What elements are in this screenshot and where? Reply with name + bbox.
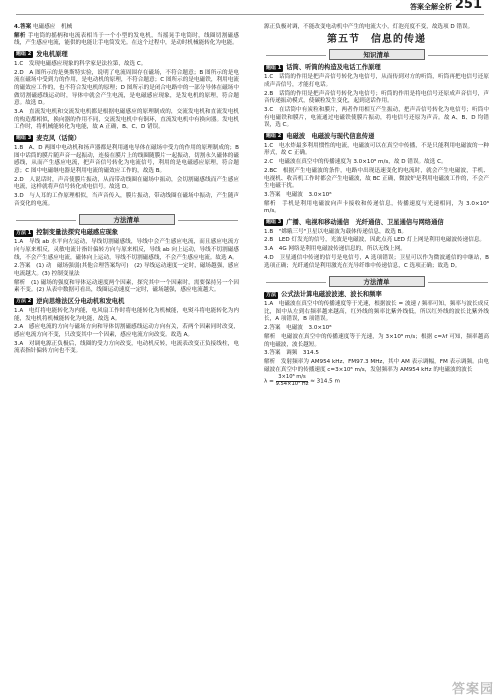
r-topic-3-item: 4.D 卫星通信中传递的信号是电信号，A 选项错误；卫星可以作为微波通信的中继站，B 选项正确；光纤通信是利用激光在光导纤维中传递信息，C 选项正确；故选 D。 xyxy=(264,254,489,269)
right-column xyxy=(264,24,489,388)
r-topic-2-heading: 题组 2 电磁波 电磁波与现代信息传递 xyxy=(266,133,375,141)
method-2-heading: 方法 2 逆向思维法区分电动机和发电机 xyxy=(16,298,125,306)
r-method-item: 解析 发射频率为 AM954 kHz、FM97.3 MHz，其中 AM 表示调幅，FM 表示调频。由电磁波在真空中的传播速度 c=3×10⁸ m/s，发射频率为 AM954 kHz 的电磁波的波长 xyxy=(264,358,489,373)
topic-2-heading: 题组 2 发电机原理 xyxy=(16,51,68,59)
method-1-item: 1.A 导线 ab 水平向左运动，导线切割磁感线，导线中会产生感应电流，而且感应电流方向与原来相反，灵敏电流计指针偏转方向与原来相反，导线 ab 向上运动，导线不切割磁感线，不会产生感应电流，磁体向上运动，导线不切割磁感线，不会产生感应电流。故选 A。 xyxy=(14,239,239,261)
r-topic-2-item: 解析 手机是利用电磁波向声卡接收和传递信息，传播速度与光速相同，为 3.0×10⁸ m/s。 xyxy=(264,200,489,215)
r-method-item: 2.答案 电磁波 3.0×10⁸ xyxy=(264,325,332,332)
left-column xyxy=(14,24,239,357)
method-1-item: 2.答案 (1) 动 磁场强弱(其他合理答案均可) (2) 导线运动速度一定时，磁场越强，感应电流越大。(3) 控制变量法 xyxy=(14,263,239,277)
r-method-heading: 方法 公式法计算电磁波波速、波长和频率 xyxy=(266,291,382,299)
r-topic-2-item: 1.C 电水炸最多利用惯性的电流，电磁波可以在真空中传播，不是只能利用电磁波的一种形式，故 C 正确。 xyxy=(264,142,489,157)
watermark-logo: 答案园 xyxy=(451,682,494,698)
section-title: 第五节 信息的传递 xyxy=(327,33,426,45)
knowledge-banner: 知识清单 xyxy=(329,49,425,60)
topic-2-item: 3.A 直流发电机和交流发电机都是根据电磁感应的原理制成的，交流发电机和直流发电机的构造都相似，换向器的作用不同，交流发电机中有铜环，直流发电机中有换向器。发电机工作时，将机械能转化为电能，故 A 正确，B、C、D 错误。 xyxy=(14,109,239,131)
r-topic-2-item: 3.答案 电磁波 3.0×10⁸ xyxy=(264,191,332,198)
r-topic-2-item: 2.BC 根据产生电磁波的条件，电路中出现迅速变化的电流时，就会产生电磁波，手机、电视机、收音机工作时都会产生电磁波，故 BC 正确，微波炉是利用电磁波工作的，不会产生电磁干扰。 xyxy=(264,167,489,190)
page-header xyxy=(0,0,500,20)
r-topic-3-item: 2.B LED 灯发光的信号，光波是电磁波，因此点亮 LED 灯上网是利用电磁波传递信息。 xyxy=(264,237,486,244)
header-title: 答案全解全析 xyxy=(410,3,452,11)
r-topic-1-item: 2.B 话筒的作用是把声音信号转化为电信号；听筒的作用是将电信号还原成声音信号，声音传递振动模式，使碳粒发生变化，起到送话作用。 xyxy=(264,90,489,105)
continued-text: 源正负极对调，不能改变电动机中产生的电流大小，灯泡亮度不变，故选项 D 错误。 xyxy=(264,24,474,30)
method-2-item: 2.A 感应电流的方向与磁场方向和导体切割磁感线运动方向有关，若两个因素同时改变，感应电流方向不变，只改变其中一个因素，感应电流方向改变。故选 A。 xyxy=(14,324,239,338)
r-method-item: 1.A 电磁波在真空中的传播速度等于光速，根据波长 = 波速 / 频率可知，频率与波长成反比，图中从左到右频率越来越高，红外线的频率比紫外线低，所以红外线的波长比紫外线长，A 项错误，B 项错误。 xyxy=(264,300,489,323)
r-topic-1-item: 3.C 在话筒中有炭粒和膜片，两者作用相互产生振动，把声音信号转化为电信号；听筒中有电磁铁和膜片，电流通过电磁铁使膜片振动，将电信号还原为声音。故 A、B、D 均错误，选 C。 xyxy=(264,106,489,129)
r-topic-1-heading: 题组 1 话筒、听筒的构造及电话工作原理 xyxy=(266,64,381,72)
wavelength-formula: λ = $\frac{\text{3×10⁸ m/s}}{\text{9.54×10⁵ Hz}} \approx 314.5$ m xyxy=(264,374,340,387)
method-2-item: 3.A 对调电源正负极后，线圈的受力方向改变，电动机反转，电流表改变正负接线柱，电流表指针偏转方向也不变。 xyxy=(14,340,239,355)
topic-3-heading: 题组 3 麦克风（话筒） xyxy=(16,135,81,143)
intro-analysis: 解析 手电筒的摇柄和电流表相当于一个小型的发电机，当摇晃手电筒时，线圈切割磁感线，产生感应电流，能供的电能让手电筒发光。在这个过程中，是动时机械能转化为电能。 xyxy=(14,32,239,47)
r-topic-1-item: 1.C 话筒的作用是把声音信号转化为电信号，从而传到对方的听筒，听筒再把电信号还原成声音信号，才能打电话。 xyxy=(264,74,489,88)
topic-3-item: 2.D 人说话时，声音使膜片振动，从而带动线圈在磁场中振动，会切割磁感线而产生感应电流，这样就将声信号转化成电信号。故选 D。 xyxy=(14,176,239,191)
method-1-item: 解析 (1) 磁场的强度和导体运动速度两个因素，探究其中一个因素时，需要保持另一个因素不变。(2) 从表中数据可看出，线圈运动速度一定时，磁场越强，感应电流越大。 xyxy=(14,279,239,294)
header-rule xyxy=(16,14,484,15)
r-topic-3-item: 3.A 4G 网络是利用电磁波传递信息的，所以无线上网。 xyxy=(264,246,406,253)
methods-banner: 方法清单 xyxy=(79,214,175,225)
topic-2-item: 1.C 发现电磁感应现象的科学家是法拉第，故选 C。 xyxy=(14,60,147,67)
intro-answer: 4.答案 电磁感应 机械 xyxy=(14,24,73,30)
r-method-item: 解析 电磁波在真空中的传播速度等于光速，为 3×10⁸ m/s；根据 c=λf 可知，频率越高的电磁波，波长越短。 xyxy=(264,333,489,348)
method-1-heading: 方法 1 控制变量法探究电磁感应现象 xyxy=(16,229,119,237)
r-method-item: 3.答案 调频 314.5 xyxy=(264,350,319,357)
topic-3-item: 3.D 与人耳的工作原理相似，当声音传入，膜片振动，带动线圈在磁场中振动，产生随声音变化的电流。 xyxy=(14,193,239,207)
r-topic-3-item: 1.B "嫦娥三号"卫星以电磁波为载体传递信息，故选 B。 xyxy=(264,228,407,235)
methods-banner-right: 方法清单 xyxy=(329,276,425,287)
page-number: 251 xyxy=(454,0,482,12)
topic-3-item: 1.B A、D 两图中电动机和扬声器都是利用通电导体在磁场中受力的作用的原理制成的；B 图中话筒的膜片随声音一起振动，连接在膜片上的线圈随膜片一起振动，切割永久磁体的磁感线，从而产生感应电流，把声音信号转化为电流信号，利用的是电磁感应原理，符合题意；C 图中电磁继电器是利用电流的磁效应工作的，故选 B。 xyxy=(14,144,239,174)
r-topic-3-heading: 题组 3 广播、电视和移动通信 光纤通信、卫星通信与网络通信 xyxy=(266,219,444,227)
r-topic-2-item: 2.C 电磁波在真空中的传播速度为 3.0×10⁸ m/s，故 D 错误。故选 C。 xyxy=(264,159,447,166)
method-2-item: 1.A 电灯将电能转化为内能，电风扇工作时将电能转化为机械能，电熨斗将电能转化为内能，发电机将机械能转化为电能，故选 A。 xyxy=(14,307,239,322)
formula-fraction: $\frac{\text{3×10⁸ m/s}}{\text{9.54×10⁵ Hz}}$ xyxy=(275,374,309,387)
topic-2-item: 2.D A 图所示的是奥斯特实验，说明了电流周围存在磁场，不符合题意；B 图所示的是电流在磁场中受到力的作用，是电动机的原理，不符合题意；C 图所示的是电磁铁，利用电流的磁效应工作的，也不符合发电机的原理；D 图所示的是闭合电路中的一部分导体在磁场中做切割磁感线运动时，导体中就会产生电流，是电磁感应现象，是发电机的原理，符合题意。故选 D。 xyxy=(14,69,239,107)
